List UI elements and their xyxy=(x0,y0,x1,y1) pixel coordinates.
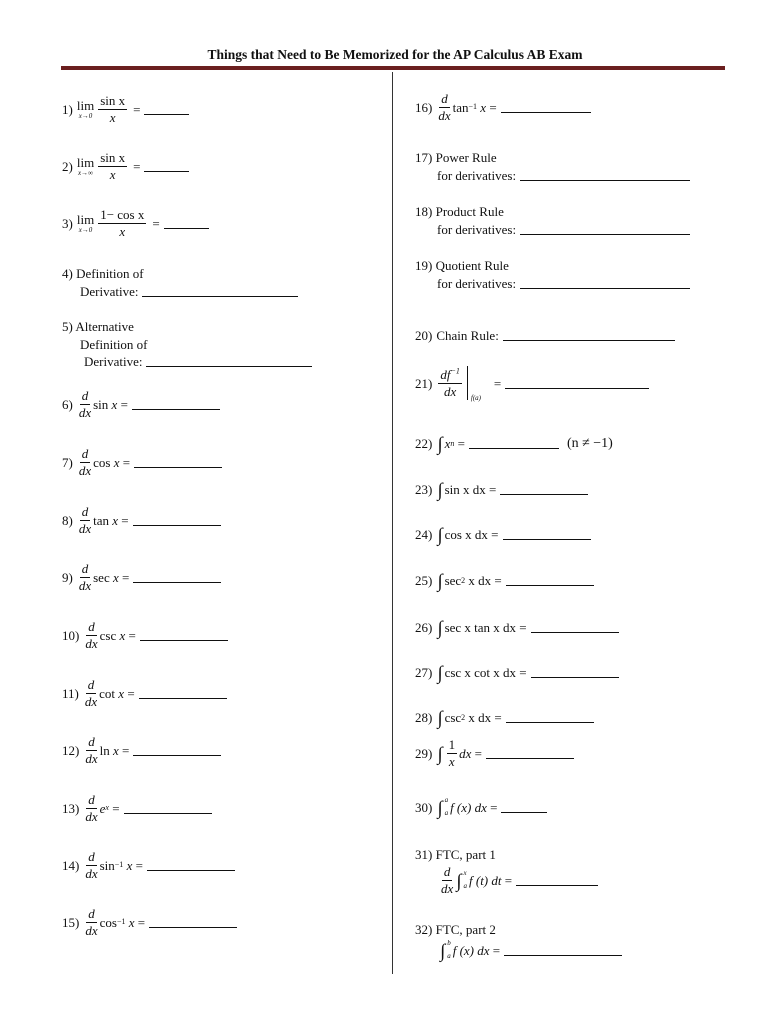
question-17 xyxy=(415,149,690,184)
question-number: 5) xyxy=(62,319,73,334)
question-number: 24) xyxy=(415,527,433,542)
question-number: 25) xyxy=(415,573,433,588)
question-number: 6) xyxy=(62,396,73,412)
question-30 xyxy=(415,797,547,817)
integral-sign: ∫ xyxy=(437,480,443,501)
question-label: Chain Rule: xyxy=(436,328,499,343)
question-label: Derivative: xyxy=(84,354,143,370)
question-5 xyxy=(62,318,312,371)
answer-blank[interactable] xyxy=(520,170,690,181)
question-1 xyxy=(62,94,189,124)
integral-sign: ∫ xyxy=(437,663,443,684)
question-number: 20) xyxy=(415,328,433,343)
function-name: sin xyxy=(99,857,115,873)
equals-sign: = xyxy=(120,396,128,412)
question-23 xyxy=(415,480,588,499)
integrand: f (x) dx xyxy=(450,799,487,815)
answer-blank[interactable] xyxy=(531,667,619,678)
question-number: 3) xyxy=(62,215,73,231)
derivative-operator: $\frac{d}{dx}$ xyxy=(85,734,98,766)
integrand: csc x cot x dx xyxy=(444,665,517,680)
equals-sign: = xyxy=(133,158,141,174)
question-26 xyxy=(415,618,619,637)
function-name: cot xyxy=(99,685,116,701)
question-7 xyxy=(62,447,222,477)
question-label: Product Rule xyxy=(435,204,504,219)
question-label: for derivatives: xyxy=(437,221,517,237)
equals-sign: = xyxy=(519,620,527,635)
answer-blank[interactable] xyxy=(516,875,598,886)
equals-sign: = xyxy=(491,527,499,542)
answer-blank[interactable] xyxy=(506,712,594,723)
answer-blank[interactable] xyxy=(144,161,189,172)
question-number: 23) xyxy=(415,482,433,497)
question-20 xyxy=(415,329,675,342)
question-number: 7) xyxy=(62,454,73,470)
question-number: 10) xyxy=(62,627,80,643)
function-name: cos xyxy=(99,914,117,930)
variable: x xyxy=(113,454,120,470)
variable: x xyxy=(119,627,126,643)
variable: x xyxy=(113,742,119,758)
derivative-operator: $\frac{d}{dx}$ xyxy=(85,849,98,881)
derivative-operator: $\frac{d}{dx}$ xyxy=(441,864,454,896)
question-13: 13) $\frac{d}{dx}$ e x = xyxy=(62,793,212,823)
equals-sign: = xyxy=(121,512,129,528)
variable: x xyxy=(126,857,133,873)
answer-blank[interactable] xyxy=(520,278,690,289)
equals-sign: = xyxy=(494,573,502,588)
answer-blank[interactable] xyxy=(531,622,619,633)
answer-blank[interactable] xyxy=(149,917,237,928)
equals-sign: = xyxy=(135,857,143,873)
question-18 xyxy=(415,203,690,238)
answer-blank[interactable] xyxy=(164,218,209,229)
function-name: cos xyxy=(93,454,111,470)
integral-sign: ∫ xyxy=(456,870,462,892)
equals-sign: = xyxy=(133,101,141,117)
reciprocal-fraction: $\frac{1}{x}$ xyxy=(448,737,456,769)
question-label: Alternative xyxy=(75,319,134,334)
equals-sign: = xyxy=(127,685,135,701)
answer-blank[interactable] xyxy=(133,745,221,756)
question-number: 14) xyxy=(62,857,80,873)
question-16: 16) $\frac{d}{dx}$ tan −1 x = xyxy=(415,92,591,122)
question-number: 17) xyxy=(415,150,433,165)
answer-blank[interactable] xyxy=(133,515,221,526)
question-label: FTC, part 2 xyxy=(435,922,496,937)
question-label: Derivative: xyxy=(80,283,139,299)
function-name: e xyxy=(99,800,106,816)
integrand: x dx xyxy=(468,710,492,725)
variable: x xyxy=(480,99,487,115)
question-14: 14) $\frac{d}{dx}$ sin −1 x = xyxy=(62,850,235,880)
derivative-operator: $\frac{d}{dx}$ xyxy=(85,906,98,938)
question-3 xyxy=(62,208,209,238)
answer-blank[interactable] xyxy=(124,803,212,814)
question-number: 27) xyxy=(415,665,433,680)
question-25: 25) ∫ sec 2 x dx = xyxy=(415,571,594,590)
limit-operator: lim x→∞ xyxy=(76,154,95,177)
equals-sign: = xyxy=(493,375,502,391)
function-name: sin xyxy=(93,396,109,412)
integral-sign: ∫ xyxy=(437,797,443,819)
question-29 xyxy=(415,738,574,768)
question-number: 9) xyxy=(62,569,73,585)
equals-sign: = xyxy=(519,665,527,680)
derivative-operator: $\frac{d}{dx}$ xyxy=(85,619,98,651)
question-label: for derivatives: xyxy=(437,275,517,291)
integrand: sin x dx xyxy=(444,482,486,497)
derivative-operator: $\frac{d}{dx}$ xyxy=(78,561,92,593)
integral-limits: x a xyxy=(463,869,467,891)
equals-sign: = xyxy=(492,942,501,958)
integral-sign: ∫ xyxy=(437,571,443,592)
column-divider xyxy=(392,72,393,974)
integrand: f (t) dt xyxy=(469,872,502,888)
equals-sign: = xyxy=(122,742,130,758)
equals-sign: = xyxy=(152,215,160,231)
equals-sign: = xyxy=(474,745,482,761)
answer-blank[interactable] xyxy=(146,356,312,367)
answer-blank[interactable] xyxy=(500,484,588,495)
answer-blank[interactable] xyxy=(139,688,227,699)
integral-sign: ∫ xyxy=(437,708,443,729)
inverse-derivative-operator: $\frac{df^{-1}}{dx}$ xyxy=(440,366,460,399)
question-15: 15) $\frac{d}{dx}$ cos −1 x = xyxy=(62,907,237,937)
equals-sign: = xyxy=(112,800,120,816)
question-22: 22) ∫ x n = (n ≠ −1) xyxy=(415,434,613,455)
question-number: 2) xyxy=(62,158,73,174)
answer-blank[interactable] xyxy=(505,378,649,389)
function-name: tan xyxy=(452,99,469,115)
question-12 xyxy=(62,735,221,765)
question-2 xyxy=(62,151,189,181)
derivative-operator: $\frac{d}{dx}$ xyxy=(78,388,92,420)
answer-blank[interactable] xyxy=(504,945,622,956)
question-11 xyxy=(62,678,227,708)
integral-limits: b a xyxy=(447,939,451,960)
question-number: 11) xyxy=(62,685,79,701)
equals-sign: = xyxy=(488,482,497,497)
question-27 xyxy=(415,663,619,682)
question-19 xyxy=(415,257,690,292)
integrand: x dx xyxy=(468,573,492,588)
question-label: Power Rule xyxy=(435,150,497,165)
page-title: Things that Need to Be Memorized for the AP Calculus AB Exam xyxy=(207,47,583,62)
question-24 xyxy=(415,525,591,544)
question-number: 16) xyxy=(415,99,433,115)
derivative-operator: $\frac{d}{dx}$ xyxy=(438,91,451,123)
question-number: 21) xyxy=(415,375,433,391)
answer-blank[interactable] xyxy=(520,224,690,235)
integrand: sec x tan x dx xyxy=(444,620,517,635)
integrand: f (x) dx xyxy=(452,942,490,958)
integrand: sec xyxy=(444,573,462,588)
derivative-operator: $\frac{d}{dx}$ xyxy=(78,446,92,478)
integrand: csc xyxy=(444,710,462,725)
variable: x xyxy=(112,569,119,585)
condition-note: (n ≠ −1) xyxy=(566,435,613,451)
question-number: 8) xyxy=(62,512,73,528)
integral-limits: a a xyxy=(444,796,449,817)
limit-fraction: $\frac{\text{1− cos x}}{x}$ xyxy=(100,207,145,239)
evaluation-bar: f(a) xyxy=(467,366,468,400)
question-number: 22) xyxy=(415,436,433,451)
equals-sign: = xyxy=(494,710,502,725)
equals-sign: = xyxy=(128,627,136,643)
question-number: 31) xyxy=(415,847,433,862)
question-number: 13) xyxy=(62,800,80,816)
answer-blank[interactable] xyxy=(142,286,298,297)
integrand: cos x dx xyxy=(444,527,488,542)
question-32 xyxy=(415,923,622,960)
variable: x xyxy=(128,914,135,930)
answer-blank[interactable] xyxy=(503,529,591,540)
function-name: sec xyxy=(93,569,110,585)
answer-blank[interactable] xyxy=(506,575,594,586)
function-name: ln xyxy=(99,742,110,758)
integrand: dx xyxy=(459,745,472,761)
integral-sign: ∫ xyxy=(437,525,443,546)
integrand: x xyxy=(444,436,451,451)
question-number: 19) xyxy=(415,258,433,273)
question-number: 4) xyxy=(62,266,73,281)
answer-blank[interactable] xyxy=(132,399,220,410)
variable: x xyxy=(111,396,118,412)
equals-sign: = xyxy=(137,914,146,930)
question-8 xyxy=(62,505,221,535)
question-number: 1) xyxy=(62,101,73,117)
question-label: Definition of xyxy=(76,266,144,281)
integral-sign: ∫ xyxy=(437,434,443,455)
question-number: 28) xyxy=(415,710,433,725)
limit-operator: lim x→0 xyxy=(76,97,95,120)
function-name: csc xyxy=(99,627,117,643)
derivative-operator: $\frac{d}{dx}$ xyxy=(85,792,98,824)
integral-sign: ∫ xyxy=(440,940,446,962)
answer-blank[interactable] xyxy=(147,860,235,871)
question-4 xyxy=(62,265,298,300)
equals-sign: = xyxy=(122,569,130,585)
question-number: 15) xyxy=(62,914,80,930)
question-28: 28) ∫ csc 2 x dx = xyxy=(415,708,594,727)
integral-sign: ∫ xyxy=(437,743,443,765)
equals-sign: = xyxy=(457,436,465,451)
answer-blank[interactable] xyxy=(503,330,675,341)
question-31 xyxy=(415,848,598,895)
equals-sign: = xyxy=(122,454,131,470)
question-21 xyxy=(415,366,649,400)
question-label: for derivatives: xyxy=(437,167,517,183)
equals-sign: = xyxy=(490,799,498,815)
question-label: Definition of xyxy=(80,336,148,352)
derivative-operator: $\frac{d}{dx}$ xyxy=(84,677,98,709)
question-number: 32) xyxy=(415,922,433,937)
answer-blank[interactable] xyxy=(501,102,591,113)
equals-sign: = xyxy=(504,872,513,888)
limit-operator: lim x→0 xyxy=(76,211,95,234)
question-label: FTC, part 1 xyxy=(435,847,496,862)
answer-blank[interactable] xyxy=(486,748,574,759)
equals-sign: = xyxy=(489,99,497,115)
question-6 xyxy=(62,389,220,419)
answer-blank[interactable] xyxy=(134,457,222,468)
variable: x xyxy=(118,685,125,701)
answer-blank[interactable] xyxy=(501,802,547,813)
question-10 xyxy=(62,620,228,650)
question-9 xyxy=(62,562,221,592)
variable: x xyxy=(112,512,119,528)
question-number: 30) xyxy=(415,799,433,815)
answer-blank[interactable] xyxy=(144,104,189,115)
answer-blank[interactable] xyxy=(469,438,559,449)
question-number: 18) xyxy=(415,204,433,219)
answer-blank[interactable] xyxy=(133,572,221,583)
title-rule xyxy=(61,66,725,70)
answer-blank[interactable] xyxy=(140,630,228,641)
limit-fraction: $\frac{\text{sin x}}{x}$ xyxy=(100,93,126,125)
question-number: 29) xyxy=(415,745,433,761)
question-number: 12) xyxy=(62,742,80,758)
limit-fraction: $\frac{\text{sin x}}{x}$ xyxy=(100,150,126,182)
derivative-operator: $\frac{d}{dx}$ xyxy=(78,504,92,536)
function-name: tan xyxy=(93,512,110,528)
question-label: Quotient Rule xyxy=(435,258,509,273)
question-number: 26) xyxy=(415,620,433,635)
integral-sign: ∫ xyxy=(437,618,443,639)
